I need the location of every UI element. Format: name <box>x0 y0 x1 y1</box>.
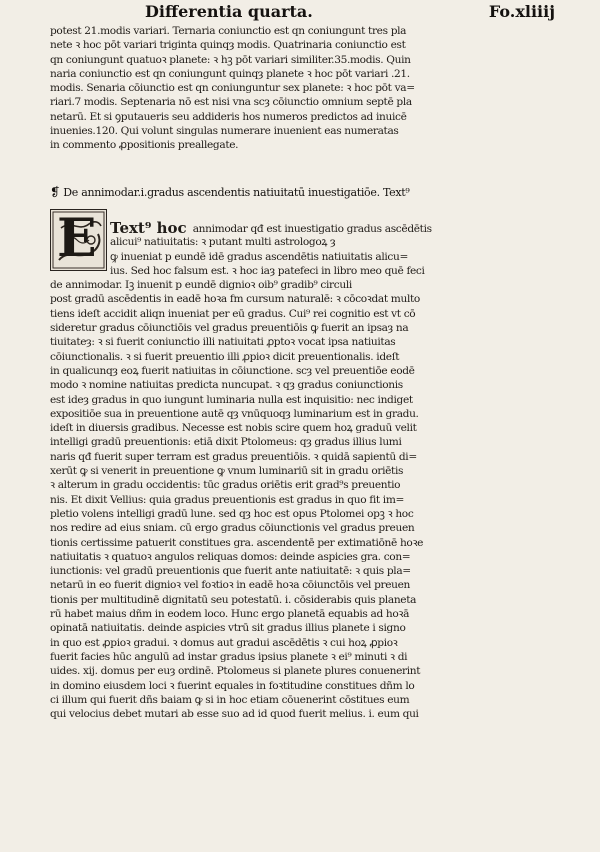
section-heading <box>50 185 558 201</box>
text-line: xerūt ꝙ si venerit in preuentione ꝙ vnum luminariū sit in gradu oriētis <box>50 465 404 478</box>
text-line: tionis per multitudinē dignitatū seu potestatū. i. cōsiderabis quis planeta <box>50 593 417 606</box>
text-line: rū habet maius dñm in eodem loco. Hunc ergo planetā equabis ad hoꝛā <box>50 608 410 621</box>
folio-number: Fo.xliiij <box>488 2 555 21</box>
lead-words: Text⁹ hoc <box>110 221 187 236</box>
text-line: qn coniungunt quatuoꝛ planete: ꝛ hꝫ pōt variari similiter.35.modis. Quin <box>50 53 411 66</box>
text-line: intelligi gradū preuentionis: etiā dixit Ptolomeus: qȝ gradus illius lumi <box>50 436 402 449</box>
text-line: netarū. Et si ꝯputaueris seu addideris hos numeros predictos ad inuicē <box>50 110 407 123</box>
text-line: riari.7 modis. Septenaria nō est nisi vna scȝ cōiunctio omnium septē pla <box>50 96 412 109</box>
text-line: de annimodar. Iꝫ inuenit p eundē dignioꝛ oib⁹ gradib⁹ circuli <box>50 279 352 292</box>
text-line: inuenies.120. Qui volunt singulas numerare inuenient eas numeratas <box>50 125 399 138</box>
text-line: in quo est ꝓpioꝛ gradui. ꝛ domus aut gradui ascēdētis ꝛ cui hoꝝ ꝓpioꝛ <box>50 636 398 649</box>
text-line: pletio volens intelligi gradū lune. sed qȝ hoc est opus Ptolomei opꝫ ꝛ hoc <box>50 507 414 520</box>
text-line: naria coniunctio est qn coniungunt quinqȝ planete ꝛ hoc pōt variari .21. <box>50 67 410 80</box>
text-line <box>50 221 558 235</box>
text-line: nos redire ad eius sniam. cū ergo gradus cōiunctionis vel gradus preuen <box>50 522 415 535</box>
text-line: modis. Senaria cōiunctio est qn coniunguntur sex planete: ꝛ hoc pōt va= <box>50 82 415 95</box>
paragraph-mark-icon: ❡ <box>50 185 64 199</box>
page-title: Differentia quarta. <box>145 2 313 21</box>
main-paragraph <box>50 221 558 721</box>
text-line: tionis certissime patuerit constitues gra. ascendentē per extimatiōnē hoꝛe <box>50 536 424 549</box>
text-line: cōiunctionalis. ꝛ si fuerit preuentio illi ꝓpioꝛ dicit preuentionalis. ideſt <box>50 350 400 363</box>
text-line: expositiōe sua in preuentione autē qȝ vnūquoqȝ luminarium est in gradu. <box>50 407 419 420</box>
text-line: fuerit facies hūc angulū ad instar gradus ipsius planete ꝛ ei⁹ minuti ꝛ di <box>50 650 408 663</box>
text-line: est ideȝ gradus in quo iungunt luminaria nulla est inquisitio: nec indiget <box>50 393 413 406</box>
text-line: nete ꝛ hoc pōt variari triginta quinqȝ modis. Quatrinaria coniunctio est <box>50 39 406 52</box>
section-heading-text: De annimodar.i.gradus ascendentis natiuitatū inuestigatiōe. Text⁹ <box>63 186 410 199</box>
text-line: modo ꝛ nomine natiuitas predicta nuncupat. ꝛ qȝ gradus coniunctionis <box>50 379 403 392</box>
text-line: tiuitateȝ: ꝛ si fuerit coniunctio illi natiuitati ꝓptoꝛ vocat ipsa natiuitas <box>50 336 396 349</box>
text-line: ꝛ alterum in gradu occidentis: tūc gradus oriētis erit grad⁹s preuentio <box>50 479 401 492</box>
text-line: netarū in eo fuerit dignioꝛ vel foꝛtioꝛ in eadē hoꝛa cōiunctōis vel preuen <box>50 579 411 592</box>
text-line-content: annimodar qđ est inuestigatio gradus ascēdētis <box>192 223 432 235</box>
text-line: nis. Et dixit Vellius: quia gradus preuentionis est gradus in quo fit im= <box>50 493 405 506</box>
text-line: natiuitatis ꝛ quatuoꝛ angulos reliquas domos: deinde aspicies gra. con= <box>50 550 411 563</box>
text-line: in commento ꝓpositionis preallegate. <box>50 139 239 152</box>
text-line: qui velocius debet mutari ab esse suo ad id quod fuerit melius. i. eum qui <box>50 708 419 721</box>
text-line: ꝙ inueniat p eundē idē gradus ascendētis natiuitatis alicu= <box>110 250 409 263</box>
initial-letter: E <box>57 208 97 269</box>
text-line: ius. Sed hoc falsum est. ꝛ hoc iaȝ patefeci in libro meo quē feci <box>110 264 425 277</box>
text-line: sideretur gradus cōiunctiōis vel gradus preuentiōis ꝙ fuerit an ipsaȝ na <box>50 322 409 335</box>
text-line: in domino eiusdem loci ꝛ fuerint equales in foꝛtitudine constitues dñm lo <box>50 679 415 692</box>
text-line: in qualicunqȝ eoꝝ fuerit natiuitas in cōiunctione. scȝ vel preuentiōe eodē <box>50 364 415 377</box>
text-line: iunctionis: vel gradū preuentionis que fuerit ante natiuitatē: ꝛ quis pla= <box>50 565 411 578</box>
running-head <box>145 2 555 24</box>
text-line: uides. xij. domus per euȝ ordinē. Ptolomeus si planete plures conuenerint <box>50 665 421 678</box>
text-line: ideſt in diuersis gradibus. Necesse est nobis scire quem hoꝝ graduū velit <box>50 422 417 435</box>
text-line: tiens ideſt accidit aliqn inueniat per eū gradus. Cui⁹ rei cognitio est vt cō <box>50 307 416 320</box>
text-line: opinatā natiuitatis. deinde aspicies vtrū sit gradus illius planete i signo <box>50 622 406 635</box>
text-line: post gradū ascēdentis in eadē hoꝛa fm cursum naturalē: ꝛ cōcoꝛdat multo <box>50 293 420 306</box>
text-line: potest 21.modis variari. Ternaria coniunctio est qn coniungunt tres pla <box>50 25 407 37</box>
text-line: alicui⁹ natiuitatis: ꝛ putant multi astrologoꝝ ȝ <box>110 236 336 249</box>
top-paragraph <box>50 24 558 153</box>
text-line: naris qđ fuerit super terram est gradus preuentiōis. ꝛ quidā sapientū di= <box>50 450 417 463</box>
text-line: ci illum qui fuerit dñs baiam ꝙ si in hoc etiam cōuenerint cōstitues eum <box>50 693 410 706</box>
